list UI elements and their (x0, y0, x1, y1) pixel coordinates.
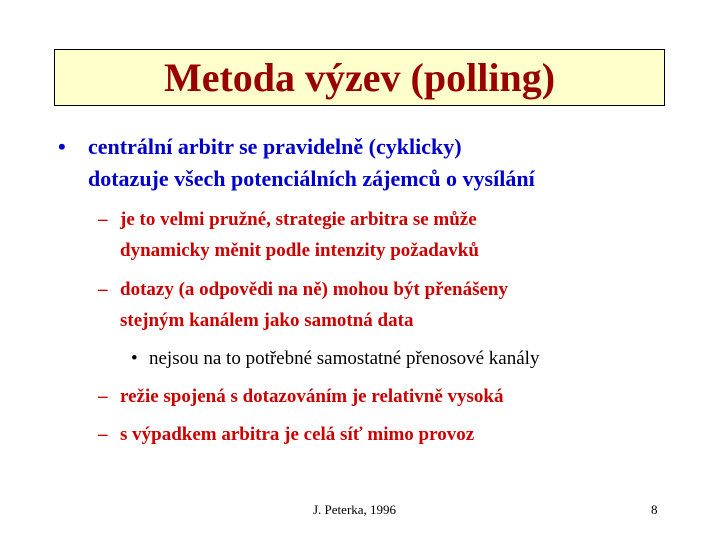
dash-icon: – (98, 279, 108, 300)
bullet-line: nejsou na to potřebné samostatné přenosové kanály (149, 348, 540, 369)
dash-icon: – (98, 386, 108, 407)
bullet-text (120, 204, 479, 266)
bullet-text (149, 345, 539, 373)
bullet-line: dynamicky měnit podle intenzity požadavků (120, 240, 479, 261)
dash-icon: – (98, 424, 108, 445)
bullet-line: dotazy (a odpovědi na ně) mohou být přenášeny (120, 279, 508, 300)
slide-title: Metoda výzev (polling) (163, 54, 556, 100)
bullet-item-3 (98, 274, 688, 336)
page-number: 8 (651, 502, 658, 517)
bullet-line: centrální arbitr se pravidelně (cyklicky) (88, 134, 462, 159)
bullet-line: s výpadkem arbitra je celá síť mimo provoz (120, 424, 475, 445)
bullet-line: je to velmi pružné, strategie arbitra se může (120, 209, 477, 230)
bullet-item-5 (98, 381, 688, 412)
dash-icon: – (98, 209, 108, 230)
bullet-text (120, 381, 503, 412)
bullet-text (120, 419, 474, 450)
bullet-dot-icon: • (131, 348, 138, 369)
bullet-item-1 (58, 131, 678, 195)
bullet-dot-icon: • (58, 134, 66, 159)
bullet-item-4 (131, 345, 691, 373)
footer-author: J. Peterka, 1996 (313, 502, 397, 517)
title-box (54, 49, 665, 106)
bullet-text (120, 274, 508, 336)
bullet-line: stejným kanálem jako samotná data (120, 310, 414, 331)
bullet-text (88, 131, 535, 195)
bullet-item-2 (98, 204, 688, 266)
bullet-line: režie spojená s dotazováním je relativně vysoká (120, 386, 504, 407)
bullet-item-6 (98, 419, 688, 450)
bullet-line: dotazuje všech potenciálních zájemců o vysílání (88, 166, 535, 191)
